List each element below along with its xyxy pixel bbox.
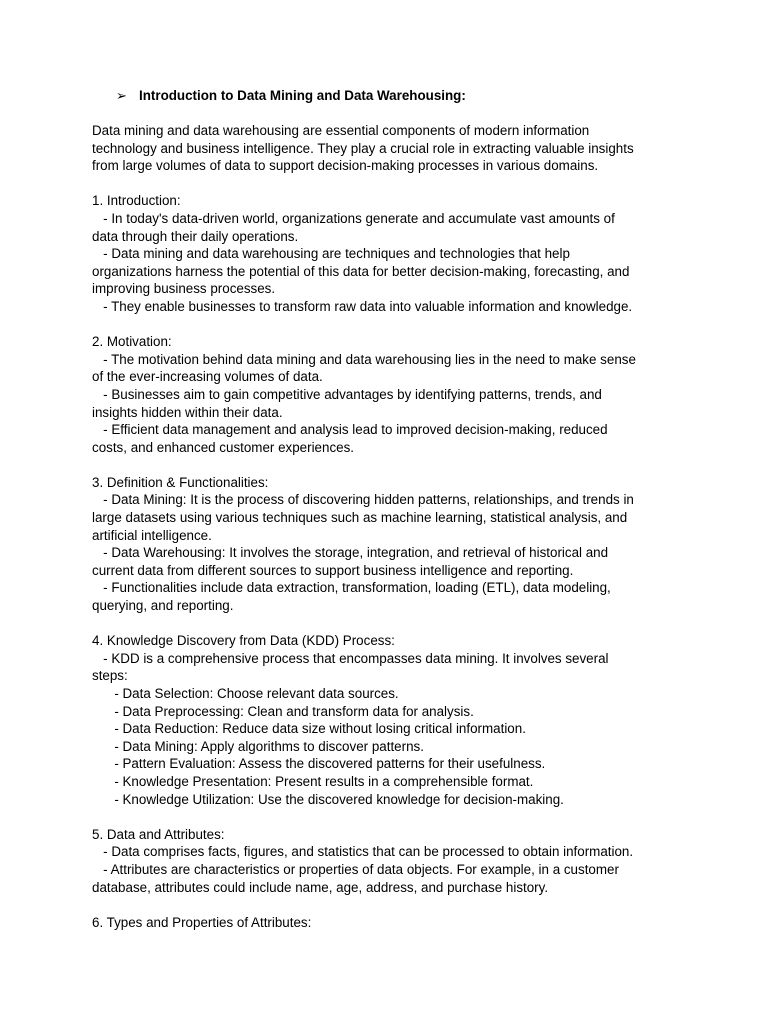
kdd-step: - Pattern Evaluation: Assess the discovered patterns for their usefulness. (92, 756, 546, 772)
section-line: costs, and enhanced customer experiences. (92, 439, 355, 455)
section-line: - In today's data-driven world, organizations generate and accumulate vast amounts of (92, 210, 615, 226)
section-title: 3. Definition & Functionalities: (92, 474, 269, 490)
section-line: - Functionalities include data extraction, transformation, loading (ETL), data modeling, (92, 580, 611, 596)
section-line: - The motivation behind data mining and data warehousing lies in the need to make sense (92, 351, 636, 367)
section-line: - Data comprises facts, figures, and statistics that can be processed to obtain information. (92, 844, 634, 860)
kdd-step: - Knowledge Presentation: Present results in a comprehensible format. (92, 773, 534, 789)
section-line: - Efficient data management and analysis lead to improved decision-making, reduced (92, 422, 608, 438)
kdd-step: - Data Selection: Choose relevant data sources. (92, 686, 399, 701)
section-definition-functionalities (92, 474, 692, 615)
section-line: current data from different sources to support business intelligence and reporting. (92, 562, 574, 578)
section-line: - They enable businesses to transform raw data into valuable information and knowledge. (92, 298, 633, 314)
section-line: - Attributes are characteristics or properties of data objects. For example, in a customer (92, 861, 619, 877)
kdd-step: - Data Reduction: Reduce data size without losing critical information. (92, 721, 526, 737)
intro-line: from large volumes of data to support decision-making processes in various domains. (92, 158, 599, 174)
section-kdd-process (92, 632, 692, 808)
section-attribute-types (92, 914, 692, 932)
section-title: 2. Motivation: (92, 334, 172, 350)
section-line: querying, and reporting. (92, 598, 234, 614)
section-line: data through their daily operations. (92, 228, 299, 244)
section-line: - KDD is a comprehensive process that encompasses data mining. It involves several (92, 650, 609, 666)
kdd-step: - Data Mining: Apply algorithms to discover patterns. (92, 738, 424, 754)
section-title: 4. Knowledge Discovery from Data (KDD) Process: (92, 633, 395, 649)
intro-paragraph (92, 122, 692, 175)
section-line: - Data Mining: It is the process of discovering hidden patterns, relationships, and trends in (92, 492, 634, 508)
section-line: improving business processes. (92, 281, 276, 297)
section-motivation (92, 333, 692, 456)
section-line: database, attributes could include name, age, address, and purchase history. (92, 879, 549, 895)
intro-line: Data mining and data warehousing are essential components of modern information (92, 123, 590, 138)
arrow-bullet-icon: ➢ (116, 88, 127, 103)
section-introduction (92, 192, 692, 315)
document-body (92, 122, 692, 949)
section-title: 1. Introduction: (92, 193, 181, 209)
section-title: 6. Types and Properties of Attributes: (92, 914, 312, 930)
section-data-attributes (92, 826, 692, 896)
kdd-step: - Knowledge Utilization: Use the discovered knowledge for decision-making. (92, 791, 564, 807)
section-line: artificial intelligence. (92, 527, 212, 543)
section-line: large datasets using various techniques such as machine learning, statistical analysis, and (92, 510, 628, 526)
section-line: steps: (92, 668, 128, 684)
section-heading (116, 87, 466, 104)
section-line: of the ever-increasing volumes of data. (92, 369, 323, 385)
section-line: organizations harness the potential of this data for better decision-making, forecasting, and (92, 263, 630, 279)
kdd-step: - Data Preprocessing: Clean and transform data for analysis. (92, 703, 474, 719)
section-line: - Data Warehousing: It involves the storage, integration, and retrieval of historical and (92, 545, 609, 561)
section-title: 5. Data and Attributes: (92, 826, 225, 842)
heading-title: Introduction to Data Mining and Data Warehousing: (139, 88, 466, 103)
section-line: - Businesses aim to gain competitive advantages by identifying patterns, trends, and (92, 386, 602, 402)
section-line: - Data mining and data warehousing are techniques and technologies that help (92, 246, 570, 262)
section-line: insights hidden within their data. (92, 404, 283, 420)
intro-line: technology and business intelligence. They play a crucial role in extracting valuable insights (92, 140, 634, 156)
